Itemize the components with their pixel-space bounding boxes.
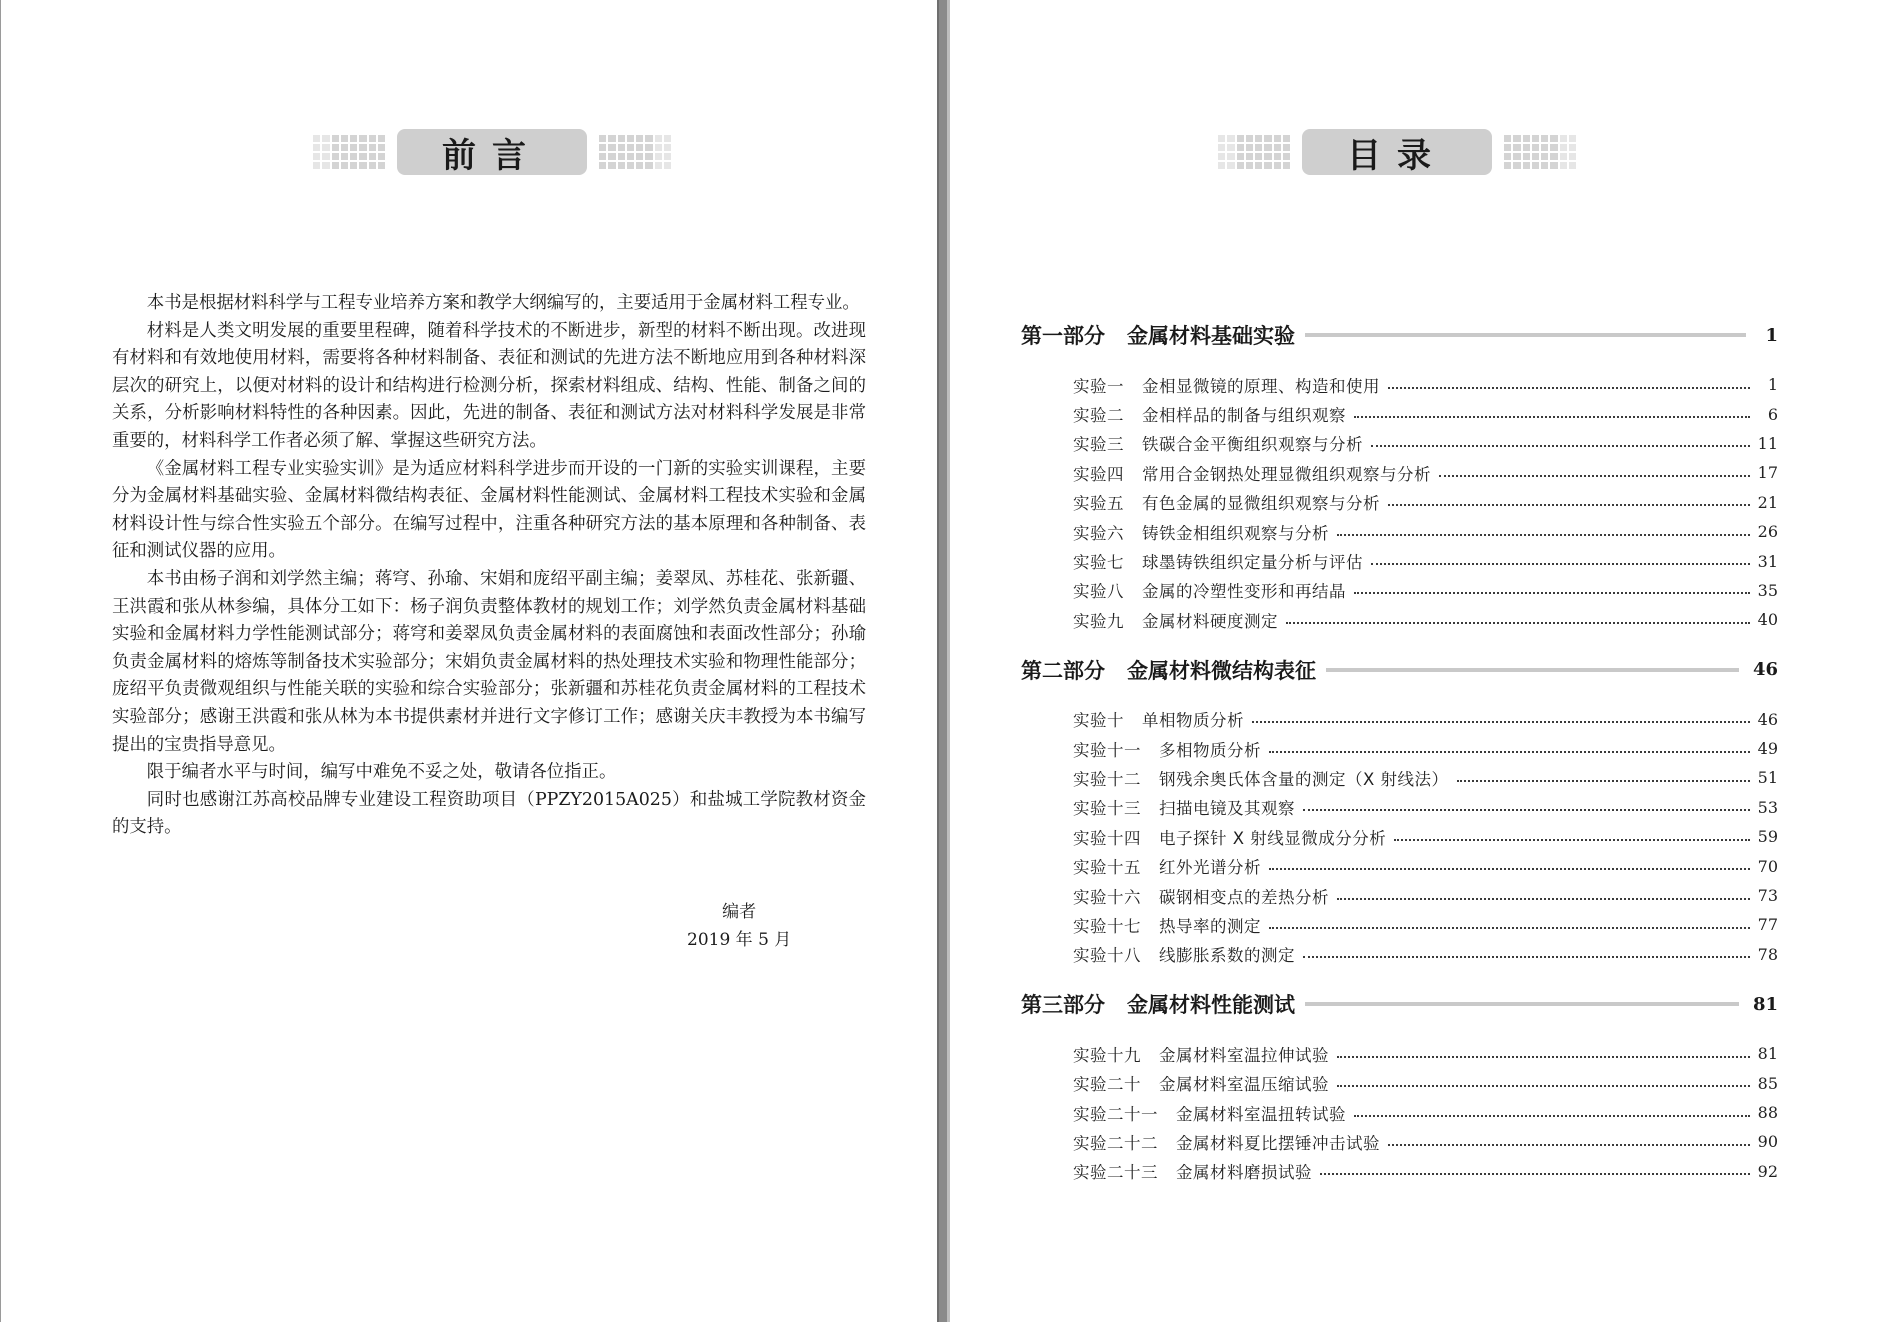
toc-entry[interactable] — [1073, 1068, 1778, 1097]
grid-square — [369, 135, 376, 142]
grid-square — [359, 153, 366, 160]
grid-square — [608, 153, 615, 160]
toc-part-label: 第二部分 — [1021, 658, 1105, 683]
preface-paragraph: 材料是人类文明发展的重要里程碑，随着科学技术的不断进步，新型的材料不断出现。改进现有材料和有效地使用材料，需要将各种材料制备、表征和测试的先进方法不断地应用到各种材料深层次的研究上，以便对材料的设计和结构进行检测分析，探索材料组成、结构、性能、制备之间的关系，分析影响材料特性的各种因素。因此，先进的制备、表征和测试方法对材料科学发展是非常重要的，材料科学工作者必须了解、掌握这些研究方法。 — [112, 320, 866, 451]
preface-paragraph: 本书由杨子润和刘学然主编；蒋穹、孙瑜、宋娟和庞绍平副主编；姜翠凤、苏桂花、张新疆、王洪霞和张从林参编，具体分工如下：杨子润负责整体教材的规划工作；刘学然负责金属材料基础实验和金属材料力学性能测试部分；蒋穹和姜翠凤负责金属材料的表面腐蚀和表面改性部分；孙瑜负责金属材料的熔炼等制备技术实验部分；宋娟负责金属材料的热处理技术实验和物理性能部分；庞绍平负责微观组织与性能关联的实验和综合实验部分；张新疆和苏桂花负责金属材料的工程技术实验部分；感谢王洪霞和张从林为本书提供素材并进行文字修订工作；感谢关庆丰教授为本书编写提出的宝贵指导意见。 — [112, 568, 866, 755]
toc-entry[interactable] — [1073, 705, 1778, 734]
toc-entry-page: 90 — [1757, 1132, 1778, 1152]
grid-square — [664, 162, 671, 169]
grid-square — [1255, 144, 1262, 151]
toc-entry-page: 77 — [1757, 915, 1778, 935]
toc-entry-label: 实验三 — [1073, 435, 1124, 455]
toc-entry-title: 球墨铸铁组织定量分析与评估 — [1142, 553, 1363, 573]
toc-part-title — [1021, 989, 1295, 1019]
toc-entry-title: 常用合金钢热处理显微组织观察与分析 — [1142, 464, 1431, 484]
toc-entry-page: 85 — [1757, 1073, 1778, 1093]
toc-part-label: 第一部分 — [1021, 324, 1105, 348]
toc-entry-label: 实验四 — [1073, 464, 1124, 484]
toc-leader-dots — [1269, 927, 1750, 929]
toc-heading: 目录 — [1302, 129, 1492, 175]
grid-square — [1283, 144, 1290, 151]
grid-square — [599, 144, 606, 151]
toc-entry-title: 有色金属的显微组织观察与分析 — [1142, 494, 1380, 514]
grid-square — [1550, 162, 1557, 169]
toc-entry-title: 金属材料磨损试验 — [1176, 1163, 1312, 1183]
toc-entry-page: 88 — [1757, 1103, 1778, 1122]
grid-square — [636, 144, 643, 151]
grid-square — [1569, 153, 1576, 160]
toc-entry-title: 铁碳合金平衡组织观察与分析 — [1142, 435, 1363, 455]
grid-square — [636, 153, 643, 160]
toc-entry-title: 金属材料夏比摆锤冲击试验 — [1176, 1133, 1380, 1153]
grid-square — [618, 162, 625, 169]
toc-leader-dots — [1388, 387, 1750, 389]
grid-square — [618, 144, 625, 151]
grid-square — [1274, 135, 1281, 142]
grid-square — [1246, 153, 1253, 160]
preface-paragraph: 限于编者水平与时间，编写中难免不妥之处，敬请各位指正。 — [146, 762, 617, 783]
toc-entry[interactable] — [1073, 517, 1778, 546]
toc-entry[interactable] — [1073, 1157, 1778, 1186]
grid-square — [341, 135, 348, 142]
toc-entry-page: 26 — [1757, 522, 1778, 542]
toc-part-page: 81 — [1752, 993, 1778, 1015]
grid-square — [1569, 144, 1576, 151]
grid-square — [1218, 162, 1225, 169]
grid-square — [664, 153, 671, 160]
toc-part-page: 46 — [1752, 659, 1778, 681]
toc-entry-title: 金属材料硬度测定 — [1142, 611, 1278, 631]
grid-square — [608, 162, 615, 169]
toc-entry[interactable] — [1073, 822, 1778, 851]
grid-square — [1523, 135, 1530, 142]
grid-square — [1550, 144, 1557, 151]
grid-square — [599, 135, 606, 142]
table-of-contents — [1021, 318, 1778, 1204]
grid-square — [341, 144, 348, 151]
grid-square — [618, 153, 625, 160]
grid-square — [378, 135, 385, 142]
grid-square — [369, 162, 376, 169]
toc-entry[interactable] — [1073, 546, 1778, 575]
toc-leader-dots — [1337, 898, 1750, 900]
toc-entry-title: 钢残余奥氏体含量的测定（X 射线法） — [1159, 769, 1449, 789]
decorative-grid-left — [313, 135, 385, 169]
grid-square — [1532, 135, 1539, 142]
grid-square — [1237, 162, 1244, 169]
grid-square — [664, 144, 671, 151]
grid-square — [645, 153, 652, 160]
grid-square — [1550, 135, 1557, 142]
grid-square — [313, 162, 320, 169]
grid-square — [1560, 135, 1567, 142]
grid-square — [1264, 135, 1271, 142]
toc-entry-page: 92 — [1757, 1161, 1778, 1181]
toc-entry[interactable] — [1073, 881, 1778, 910]
toc-page — [950, 0, 1881, 1322]
grid-square — [1237, 153, 1244, 160]
grid-square — [1504, 144, 1511, 151]
grid-square — [1513, 162, 1520, 169]
grid-square — [1532, 153, 1539, 160]
grid-square — [1523, 144, 1530, 151]
toc-entry-title: 金相显微镜的原理、构造和使用 — [1142, 376, 1380, 396]
toc-part-page: 1 — [1765, 324, 1778, 346]
toc-entry-label: 实验十六 — [1073, 887, 1141, 907]
grid-square — [378, 162, 385, 169]
toc-entry-title: 多相物质分析 — [1159, 740, 1261, 760]
grid-square — [1541, 153, 1548, 160]
grid-square — [627, 135, 634, 142]
grid-square — [322, 153, 329, 160]
grid-square — [1523, 153, 1530, 160]
grid-square — [1569, 135, 1576, 142]
grid-square — [1523, 162, 1530, 169]
grid-square — [655, 135, 662, 142]
grid-square — [1264, 153, 1271, 160]
toc-entry-list — [1073, 370, 1778, 635]
toc-entry-page: 6 — [1767, 404, 1778, 424]
toc-part-rule — [1326, 668, 1739, 672]
toc-entry-label: 实验十九 — [1073, 1045, 1141, 1065]
grid-square — [341, 162, 348, 169]
decorative-grid-right — [1504, 135, 1576, 169]
grid-square — [1283, 162, 1290, 169]
grid-square — [378, 153, 385, 160]
toc-entry-label: 实验七 — [1073, 553, 1124, 573]
toc-entry[interactable] — [1073, 793, 1778, 822]
grid-square — [1504, 162, 1511, 169]
toc-entry[interactable] — [1073, 605, 1778, 634]
grid-square — [1255, 153, 1262, 160]
toc-part-rule — [1305, 1002, 1739, 1006]
toc-entry-title: 铸铁金相组织观察与分析 — [1142, 523, 1329, 543]
grid-square — [1218, 144, 1225, 151]
toc-entry-label: 实验十 — [1073, 711, 1124, 731]
toc-entry-title: 金属材料室温扭转试验 — [1176, 1104, 1346, 1124]
toc-entry[interactable] — [1073, 1039, 1778, 1068]
preface-paragraph: 《金属材料工程专业实验实训》是为适应材料科学进步而开设的一门新的实验实训课程，主要分为金属材料基础实验、金属材料微结构表征、金属材料性能测试、金属材料工程技术实验和金属材料设计性与综合性实验五个部分。在编写过程中，注重各种研究方法的基本原理和各种制备、表征和测试仪器的应用。 — [112, 458, 866, 562]
toc-entry-label: 实验八 — [1073, 582, 1124, 602]
toc-entry-label: 实验二 — [1073, 406, 1124, 426]
preface-paragraph: 本书是根据材料科学与工程专业培养方案和教学大纲编写的，主要适用于金属材料工程专业。 — [146, 293, 860, 313]
grid-square — [1227, 144, 1234, 151]
grid-square — [322, 135, 329, 142]
toc-leader-dots — [1388, 504, 1750, 506]
signature-author: 编者 — [722, 902, 757, 922]
toc-entry-title: 线膨胀系数的测定 — [1159, 946, 1295, 966]
grid-square — [1560, 144, 1567, 151]
toc-entry[interactable] — [1073, 910, 1778, 939]
grid-square — [627, 162, 634, 169]
grid-square — [313, 135, 320, 142]
toc-entry-label: 实验十七 — [1073, 916, 1141, 936]
grid-square — [664, 135, 671, 142]
grid-square — [1283, 135, 1290, 142]
toc-entry-label: 实验十二 — [1073, 769, 1141, 789]
toc-entry[interactable] — [1073, 370, 1778, 399]
decorative-grid-left — [1218, 135, 1290, 169]
toc-part-rule — [1305, 333, 1746, 337]
grid-square — [378, 144, 385, 151]
grid-square — [1227, 135, 1234, 142]
grid-square — [1237, 135, 1244, 142]
toc-entry-label: 实验十三 — [1073, 799, 1141, 819]
grid-square — [1218, 153, 1225, 160]
toc-entry-list — [1073, 705, 1778, 970]
toc-leader-dots — [1303, 956, 1750, 958]
toc-leader-dots — [1388, 1144, 1750, 1146]
grid-square — [1560, 153, 1567, 160]
toc-entry-label: 实验十五 — [1073, 858, 1141, 878]
toc-entry-label: 实验六 — [1073, 523, 1124, 543]
grid-square — [655, 153, 662, 160]
toc-entry-label: 实验二十三 — [1073, 1163, 1158, 1183]
grid-square — [313, 153, 320, 160]
toc-leader-dots — [1286, 622, 1750, 624]
grid-square — [1227, 162, 1234, 169]
preface-paragraph: 同时也感谢江苏高校品牌专业建设工程资助项目（PPZY2015A025）和盐城工学院教材资金的支持。 — [112, 789, 866, 838]
grid-square — [1255, 135, 1262, 142]
grid-square — [350, 153, 357, 160]
grid-square — [1274, 153, 1281, 160]
toc-entry-page: 70 — [1757, 856, 1778, 876]
grid-square — [359, 162, 366, 169]
grid-square — [655, 162, 662, 169]
toc-entry-title: 热导率的测定 — [1159, 916, 1261, 936]
grid-square — [645, 162, 652, 169]
grid-square — [599, 153, 606, 160]
grid-square — [1237, 144, 1244, 151]
grid-square — [599, 162, 606, 169]
preface-signature — [687, 898, 791, 954]
toc-entry-title: 金属材料室温压缩试验 — [1159, 1075, 1329, 1095]
toc-part-heading[interactable] — [1021, 987, 1778, 1021]
grid-square — [1255, 162, 1262, 169]
grid-square — [359, 135, 366, 142]
grid-square — [1274, 144, 1281, 151]
toc-entry-title: 红外光谱分析 — [1159, 858, 1261, 878]
toc-entry-title: 单相物质分析 — [1142, 711, 1244, 731]
grid-square — [1246, 135, 1253, 142]
toc-leader-dots — [1457, 780, 1750, 782]
toc-entry[interactable] — [1073, 1127, 1778, 1156]
toc-part-title — [1021, 320, 1295, 350]
toc-leader-dots — [1269, 868, 1750, 870]
toc-leader-dots — [1354, 1115, 1750, 1117]
toc-entry-page: 31 — [1757, 551, 1778, 571]
toc-entry-list — [1073, 1039, 1778, 1186]
grid-square — [627, 144, 634, 151]
toc-entry[interactable] — [1073, 488, 1778, 517]
toc-entry-page: 51 — [1757, 768, 1778, 788]
grid-square — [627, 153, 634, 160]
grid-square — [1532, 162, 1539, 169]
toc-entry-title: 电子探针 X 射线显微成分分析 — [1159, 828, 1387, 848]
grid-square — [313, 144, 320, 151]
toc-entry-label: 实验二十 — [1073, 1075, 1141, 1095]
toc-entry-page: 11 — [1757, 433, 1778, 453]
grid-square — [1504, 153, 1511, 160]
grid-square — [1246, 144, 1253, 151]
grid-square — [1274, 162, 1281, 169]
toc-entry-title: 金属材料室温拉伸试验 — [1159, 1045, 1329, 1065]
grid-square — [608, 144, 615, 151]
toc-leader-dots — [1337, 534, 1750, 536]
toc-entry[interactable] — [1073, 576, 1778, 605]
grid-square — [1264, 162, 1271, 169]
grid-square — [322, 162, 329, 169]
toc-leader-dots — [1303, 809, 1750, 811]
grid-square — [350, 135, 357, 142]
grid-square — [369, 153, 376, 160]
toc-entry-label: 实验十一 — [1073, 740, 1141, 760]
grid-square — [1504, 135, 1511, 142]
toc-entry-page: 21 — [1757, 492, 1778, 512]
toc-entry-label: 实验二十二 — [1073, 1133, 1158, 1153]
toc-entry-label: 实验九 — [1073, 611, 1124, 631]
toc-entry-label: 实验一 — [1073, 376, 1124, 396]
toc-entry[interactable] — [1073, 429, 1778, 458]
toc-entry-page: 46 — [1757, 709, 1778, 729]
preface-heading-banner — [313, 128, 671, 176]
grid-square — [645, 144, 652, 151]
toc-leader-dots — [1337, 1085, 1750, 1087]
toc-leader-dots — [1371, 445, 1750, 447]
toc-entry-page: 81 — [1757, 1044, 1778, 1064]
grid-square — [636, 135, 643, 142]
toc-entry-title: 碳钢相变点的差热分析 — [1159, 887, 1329, 907]
grid-square — [1550, 153, 1557, 160]
grid-square — [1218, 135, 1225, 142]
toc-part-title — [1021, 655, 1316, 685]
toc-leader-dots — [1394, 839, 1749, 841]
grid-square — [1264, 144, 1271, 151]
toc-leader-dots — [1354, 592, 1750, 594]
grid-square — [1513, 144, 1520, 151]
toc-entry[interactable] — [1073, 763, 1778, 792]
toc-entry-label: 实验十四 — [1073, 828, 1141, 848]
toc-entry-page: 53 — [1757, 797, 1778, 817]
grid-square — [1569, 162, 1576, 169]
toc-entry[interactable] — [1073, 1098, 1778, 1127]
toc-entry-label: 实验五 — [1073, 494, 1124, 514]
grid-square — [1560, 162, 1567, 169]
preface-body — [112, 290, 866, 842]
toc-part-heading[interactable] — [1021, 653, 1778, 687]
grid-square — [332, 153, 339, 160]
toc-leader-dots — [1269, 751, 1750, 753]
toc-leader-dots — [1371, 563, 1750, 565]
grid-square — [1541, 135, 1548, 142]
grid-square — [618, 135, 625, 142]
book-spine-divider — [937, 0, 950, 1322]
grid-square — [1227, 153, 1234, 160]
grid-square — [608, 135, 615, 142]
grid-square — [1541, 162, 1548, 169]
toc-entry-page: 17 — [1757, 463, 1778, 483]
toc-entry-page: 49 — [1757, 739, 1778, 759]
grid-square — [1513, 135, 1520, 142]
grid-square — [359, 144, 366, 151]
toc-leader-dots — [1439, 475, 1750, 477]
toc-entry-page: 78 — [1757, 944, 1778, 964]
grid-square — [636, 162, 643, 169]
toc-entry[interactable] — [1073, 940, 1778, 969]
toc-entry-label: 实验十八 — [1073, 946, 1141, 966]
toc-entry[interactable] — [1073, 458, 1778, 487]
grid-square — [1541, 144, 1548, 151]
toc-part-name: 金属材料基础实验 — [1127, 324, 1295, 348]
grid-square — [645, 135, 652, 142]
preface-page — [0, 0, 937, 1322]
toc-leader-dots — [1354, 416, 1750, 418]
grid-square — [369, 144, 376, 151]
toc-entry-page: 40 — [1757, 610, 1778, 630]
preface-heading: 前言 — [397, 129, 587, 175]
toc-part-label: 第三部分 — [1021, 993, 1105, 1018]
grid-square — [350, 144, 357, 151]
toc-entry-title: 扫描电镜及其观察 — [1159, 799, 1295, 819]
grid-square — [322, 144, 329, 151]
toc-leader-dots — [1337, 1056, 1750, 1058]
grid-square — [332, 135, 339, 142]
toc-entry[interactable] — [1073, 734, 1778, 763]
toc-entry-label: 实验二十一 — [1073, 1104, 1158, 1124]
grid-square — [350, 162, 357, 169]
grid-square — [332, 144, 339, 151]
toc-entry[interactable] — [1073, 399, 1778, 428]
toc-part-name: 金属材料性能测试 — [1127, 993, 1295, 1018]
toc-leader-dots — [1320, 1173, 1750, 1175]
toc-entry-title: 金相样品的制备与组织观察 — [1142, 406, 1346, 426]
grid-square — [1283, 153, 1290, 160]
signature-date: 2019 年 5 月 — [687, 930, 792, 950]
grid-square — [1513, 153, 1520, 160]
toc-entry-title: 金属的冷塑性变形和再结晶 — [1142, 582, 1346, 602]
grid-square — [332, 162, 339, 169]
grid-square — [1532, 144, 1539, 151]
toc-leader-dots — [1252, 721, 1750, 723]
toc-entry-page: 1 — [1767, 375, 1778, 395]
grid-square — [1246, 162, 1253, 169]
toc-part-name: 金属材料微结构表征 — [1127, 658, 1316, 683]
grid-square — [341, 153, 348, 160]
toc-entry-page: 35 — [1757, 580, 1778, 600]
toc-part-heading[interactable] — [1021, 318, 1778, 352]
grid-square — [655, 144, 662, 151]
toc-entry[interactable] — [1073, 851, 1778, 880]
decorative-grid-right — [599, 135, 671, 169]
toc-entry-page: 59 — [1757, 827, 1778, 847]
toc-entry-page: 73 — [1757, 886, 1778, 906]
toc-heading-banner — [1218, 128, 1576, 176]
